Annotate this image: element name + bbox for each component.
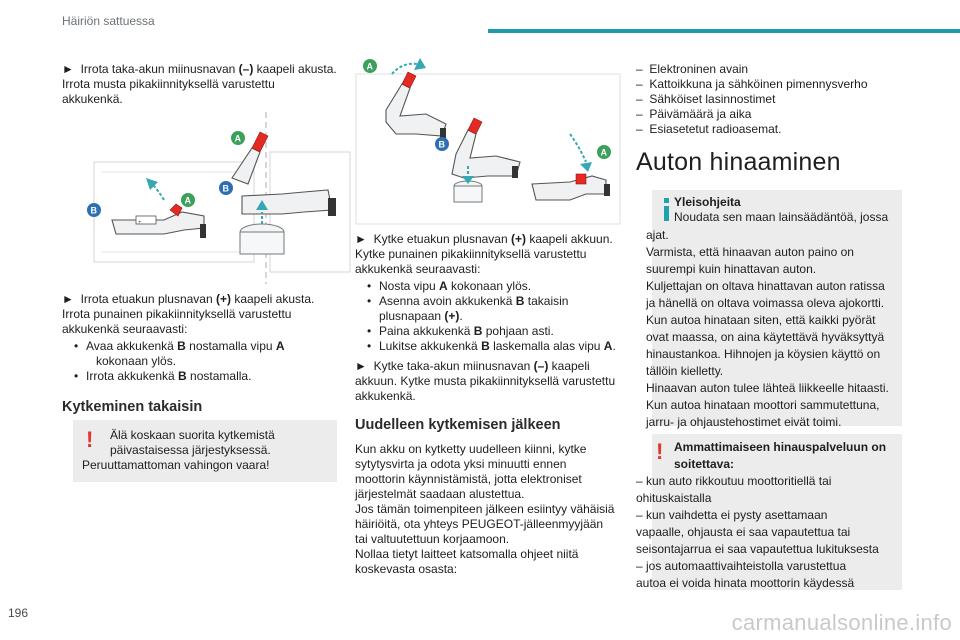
text: – [636,122,643,136]
list-item [636,92,902,107]
warning-list [636,473,902,592]
text: Yleisohjeita [674,195,741,209]
text: ja hänellä on oltava voimassa oleva ajokortti. [646,296,885,310]
text: koskevasta osasta: [355,562,458,576]
text: (+) [511,232,526,246]
text: häiriöitä, ota yhteys PEUGEOT-jälleenmyyjään [355,517,604,531]
text: B [177,339,186,353]
col2-p1 [355,232,620,277]
label-b: B [222,183,229,194]
text: Sähköiset lasinnostimet [649,92,776,106]
text: – [636,62,643,76]
text: järjestelmät saadaan alustettua. [355,487,525,501]
running-header: Häiriön sattuessa [62,14,155,28]
text: . [459,309,463,323]
text: (+) [215,292,231,306]
label-b: B [438,139,445,150]
text: ohituskaistalla [636,491,712,505]
exclamation-icon: ! [86,427,94,452]
text: – kun auto rikkoutuu moottoritiellä tai [636,474,832,488]
text: suurempi kuin hinattavan auton. [646,262,817,276]
text: (+) [444,309,460,323]
text: Kun akku on kytketty uudelleen kiinni, kytke [355,442,587,456]
text: Esiasetetut radioasemat. [649,122,782,136]
text: ajat. [646,228,669,242]
text: Kytke etuakun plusnavan [373,232,511,246]
text: sytytysvirta ja odota yksi minuutti ennen [355,457,567,471]
figure-rear-battery-disconnect [92,112,350,284]
text: kaapeli akusta. Irrota musta pikakiinnityksellä varustettu akkukenkä. [62,62,337,106]
arrow-marker: ► [355,359,367,373]
text: moottorin käynnistämistä, jotta elektroniset [355,472,582,486]
text: Varmista, että hinaavan auton paino on [646,245,854,259]
text: seisontajarrua ei saa vapautettua lukituksesta [636,542,879,556]
text: Kun autoa hinataan moottori sammutettuna, [646,398,880,412]
list-item [636,62,902,77]
text: Noudata sen maan lainsäädäntöä, jossa [674,210,889,224]
heading-reconnect: Kytkeminen takaisin [62,399,203,415]
text: Irrota akkukenkä [86,369,179,383]
text: – kun vaihdetta ei pysty asettamaan [636,508,828,522]
text: kaapeli akusta. Irrota punainen pikakiinnityksellä varustettu akkukenkä seuraavasti: [62,292,315,336]
text: laskemalla alas vipu [489,339,604,353]
text: kokonaan ylös. [447,279,532,293]
text: Peruuttamattoman vahingon vaara! [82,458,270,472]
text: – jos automaattivaihteistolla varustettua [636,559,847,573]
label-b: B [90,205,97,216]
label-a: A [366,61,373,72]
col2-bullets: • Nosta vipu A kokonaan ylös. • Asenna avoin akkukenkä B takaisin plusnapaan (+). • Paina akkukenkä B pohjaan asti. • Lukitse akkukenkä B laskemalla alas vipu A. [367,279,616,353]
col2-p2 [355,359,620,404]
text: päivastaisessa järjestyksessä. [110,443,271,457]
text: takaisin [524,294,569,308]
info-body [646,227,898,431]
text: soitettava: [674,457,735,471]
col2-body [355,442,620,577]
watermark: carmanualsonline.info [731,610,952,635]
text: jarru- ja ohjaustehostimet eivät toimi. [646,415,842,429]
label-a: A [234,133,241,144]
info-box [646,190,902,429]
col1-bullet-1: • Avaa akkukenkä B nostamalla vipu A kokonaan ylös. • Irrota akkukenkä B nostamalla. [74,339,337,384]
text: Asenna avoin akkukenkä [379,294,516,308]
figure-front-battery-reconnect [356,54,620,224]
text: . [612,339,616,353]
text: Päivämäärä ja aika [649,107,752,121]
text: – [636,107,643,121]
list-item [636,107,902,122]
exclamation-icon: ! [656,439,664,464]
towing-warning-box [636,434,902,590]
text: (–) [238,62,254,76]
text: B [178,369,187,383]
text: B [481,339,490,353]
text: Kytke taka-akun miinusnavan [373,359,534,373]
text: Irrota etuakun plusnavan [80,292,216,306]
text: ovat maassa, on aina käytettävä hyväksyttyä [646,330,885,344]
text: Elektroninen avain [649,62,749,76]
text: Jos tämän toimenpiteen jälkeen esiintyy vähäisiä [355,502,615,516]
col1-p1 [62,62,337,107]
text: nostamalla vipu [185,339,276,353]
text: A [275,339,285,353]
warning-box [73,420,337,482]
text: Avaa akkukenkä [86,339,178,353]
text: B [473,324,483,338]
text: kokonaan ylös. [96,354,177,368]
text: kaapeli akkuun. Kytke punainen pikakiinnityksellä varustettu akkukenkä seuraavasti: [355,232,613,276]
text: A [439,279,448,293]
text: Älä koskaan suorita kytkemistä [110,428,275,442]
text: Kuljettajan on oltava hinattavan auton ratissa [646,279,885,293]
text: Ammattimaiseen hinauspalveluun on [674,440,887,454]
col1-p2 [62,292,337,337]
arrow-marker: ► [355,232,367,246]
text: kaapeli akkuun. Kytke musta pikakiinnityksellä varustettu akkukenkä. [355,359,616,403]
text: tällöin kielletty. [646,364,724,378]
text: vapaalle, ohjausta ei saa vapautettua tai [636,525,851,539]
list-item [636,122,902,137]
text: Hinaavan auton tulee lähteä liikkeelle hitaasti. [646,381,889,395]
text: – [636,92,643,106]
arrow-marker: ► [62,62,74,76]
text: pohjaan asti. [482,324,554,338]
text: hinaustankoa. Hihnojen ja köysien käyttö on [646,347,881,361]
text: Irrota taka-akun miinusnavan [80,62,239,76]
arrow-marker: ► [62,292,74,306]
text: B [515,294,525,308]
text: tai valtuutettuun korjaamoon. [355,532,510,546]
text: Paina akkukenkä [379,324,474,338]
svg-text:+: + [138,220,142,226]
text: A [603,339,613,353]
list-item [636,77,902,92]
heading-after-reconnect: Uudelleen kytkemisen jälkeen [355,417,561,433]
text: autoa ei voida hinata moottorin käydessä [636,576,855,590]
page-number: 196 [8,606,29,620]
reset-list [636,62,902,137]
text: Kun autoa hinataan siten, että kaikki pyörät [646,313,876,327]
label-a: A [184,195,191,206]
label-a: A [600,147,607,158]
text: Nollaa tietyt laitteet katsomalla ohjeet niitä [355,547,579,561]
text: plusnapaan [379,309,445,323]
text: – [636,77,643,91]
text: nostamalla. [186,369,252,383]
header-accent-rule [488,29,960,33]
text: Lukitse akkukenkä [379,339,482,353]
text: (–) [533,359,549,373]
section-title-towing: Auton hinaaminen [636,148,841,176]
text: Nosta vipu [379,279,440,293]
text: Kattoikkuna ja sähköinen pimennysverho [649,77,868,91]
